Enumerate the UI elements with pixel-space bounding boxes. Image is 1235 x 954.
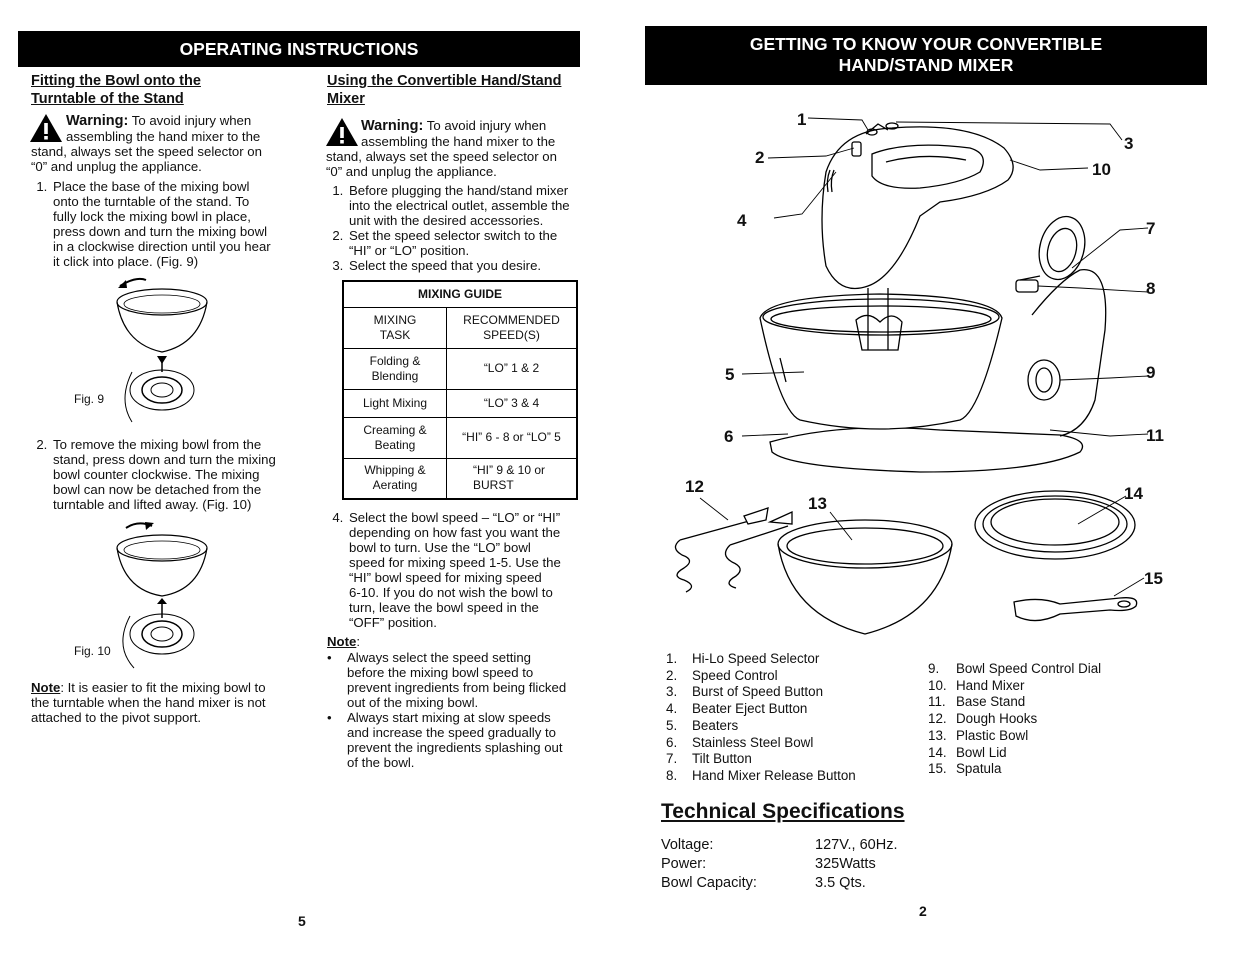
- col1-note: Note: It is easier to fit the mixing bowl to the turntable when the hand mixer is not attached to the pivot support.: [31, 680, 266, 725]
- mixing-guide-title: MIXING GUIDE: [343, 281, 577, 307]
- table-header-row: MIXING TASK RECOMMENDED SPEED(S): [343, 307, 577, 348]
- tech-specs-title: Technical Specifications: [661, 800, 905, 823]
- callout-2: 2: [755, 148, 765, 167]
- table-row: Creaming & Beating “HI” 6 - 8 or “LO” 5: [343, 417, 577, 458]
- page-number-right: 2: [919, 903, 927, 919]
- list-item: 5. Beaters: [666, 717, 739, 733]
- table-row: Whipping & Aerating “HI” 9 & 10 or BURST: [343, 458, 577, 499]
- step-4: 4. Select the bowl speed – “LO” or “HI” depending on how fast you want the bowl to turn. Use the “LO” bowl speed for mixing speed 1-5. Use the “HI” bowl speed for mixing speed 6-10. If you do not wish the bowl to turn, leave the bowl speed in the “OFF” position.: [347, 510, 609, 630]
- list-item: 4. Beater Eject Button: [666, 701, 808, 717]
- list-item: • Always start mixing at slow speeds and increase the speed gradually to prevent the ingredients splashing out of the bowl.: [347, 710, 609, 770]
- list-item: 13. Plastic Bowl: [928, 727, 1029, 743]
- list-item: 2. Speed Control: [666, 667, 778, 683]
- list-item: 6. Stainless Steel Bowl: [666, 734, 814, 750]
- page-number-left: 5: [298, 913, 306, 929]
- fitting-steps-2: [30, 437, 321, 512]
- callout-7: 7: [1146, 219, 1156, 238]
- step-1: 1. Place the base of the mixing bowl onto the turntable of the stand. To fully lock the mixing bowl in place, press down and turn the mixing bowl in a clockwise direction until you hear it click into place. (Fig. 9): [51, 179, 321, 269]
- step-2: 2. To remove the mixing bowl from the stand, press down and turn the mixing bowl counter clockwise. The mixing bowl can now be detached from the turntable and lifted away. (Fig. 10): [51, 437, 321, 512]
- callout-6: 6: [724, 427, 734, 446]
- parts-list-left: [666, 651, 856, 785]
- callout-9: 9: [1146, 363, 1156, 382]
- table-row: Folding & Blending “LO” 1 & 2: [343, 348, 577, 389]
- list-item: 14. Bowl Lid: [928, 744, 1007, 760]
- list-item: 12. Dough Hooks: [928, 711, 1038, 727]
- callout-11: 11: [1146, 426, 1164, 445]
- convertible-mixer-heading: Using the Convertible Hand/Stand Mixer: [327, 73, 562, 107]
- mixing-guide-table: [342, 280, 578, 500]
- convertible-step-4: [326, 510, 609, 630]
- parts-list-right: [928, 661, 1101, 778]
- callout-1: 1: [797, 110, 807, 129]
- list-item: 1. Hi-Lo Speed Selector: [666, 651, 820, 666]
- callout-14: 14: [1124, 484, 1143, 503]
- list-item: 15. Spatula: [928, 761, 1002, 777]
- fig9-bowl-illustration: [110, 272, 220, 432]
- step-2: 2. Set the speed selector switch to the “HI” or “LO” position.: [347, 228, 609, 258]
- fitting-steps-1: [30, 179, 321, 269]
- spec-row: Power: 325Watts: [661, 856, 876, 872]
- warning-text-2: Warning: To avoid injury when assembling the hand mixer to the stand, always set the speed selector on “0” and unplug the appliance.: [326, 118, 557, 179]
- callout-10: 10: [1092, 160, 1111, 179]
- operating-instructions-banner: [18, 31, 580, 67]
- col2-note-heading: Note:: [327, 634, 360, 649]
- warning-text: Warning: To avoid injury when assembling the hand mixer to the stand, always set the speed selector on “0” and unplug the appliance.: [31, 113, 262, 174]
- callout-8: 8: [1146, 279, 1156, 298]
- callout-5: 5: [725, 365, 735, 384]
- callout-12: 12: [685, 477, 704, 496]
- step-3: 3. Select the speed that you desire.: [347, 258, 609, 273]
- banner-title: OPERATING INSTRUCTIONS: [179, 39, 419, 59]
- fig9-label: Fig. 9: [74, 392, 105, 406]
- fig10-label: Fig. 10: [74, 644, 111, 658]
- spec-row: Bowl Capacity: 3.5 Qts.: [661, 875, 866, 891]
- fitting-bowl-heading: Fitting the Bowl onto the Turntable of the Stand: [31, 73, 201, 107]
- list-item: 10. Hand Mixer: [928, 677, 1025, 693]
- list-item: 11. Base Stand: [928, 694, 1026, 710]
- getting-to-know-banner: GETTING TO KNOW YOUR CONVERTIBLE HAND/STAND MIXER: [645, 26, 1207, 85]
- list-item: • Always select the speed setting before the mixing bowl speed to prevent ingredients from being flicked out of the mixing bowl.: [347, 650, 609, 710]
- callout-4: 4: [737, 211, 747, 230]
- list-item: 9. Bowl Speed Control Dial: [928, 661, 1102, 676]
- spec-row: Voltage: 127V., 60Hz.: [661, 837, 898, 853]
- fig10-bowl-illustration: [108, 518, 218, 678]
- step-1: 1. Before plugging the hand/stand mixer into the electrical outlet, assemble the unit with the desired accessories.: [347, 183, 609, 228]
- table-row: Light Mixing “LO” 3 & 4: [343, 389, 577, 417]
- tech-specs-list: [661, 836, 898, 893]
- list-item: 8. Hand Mixer Release Button: [666, 767, 856, 783]
- convertible-steps: [326, 183, 609, 273]
- mixer-parts-diagram: [640, 100, 1200, 645]
- col2-notes: [327, 650, 609, 770]
- list-item: 7. Tilt Button: [666, 751, 752, 767]
- callout-15: 15: [1144, 569, 1163, 588]
- list-item: 3. Burst of Speed Button: [666, 684, 824, 700]
- callout-13: 13: [808, 494, 827, 513]
- callout-3: 3: [1124, 134, 1134, 153]
